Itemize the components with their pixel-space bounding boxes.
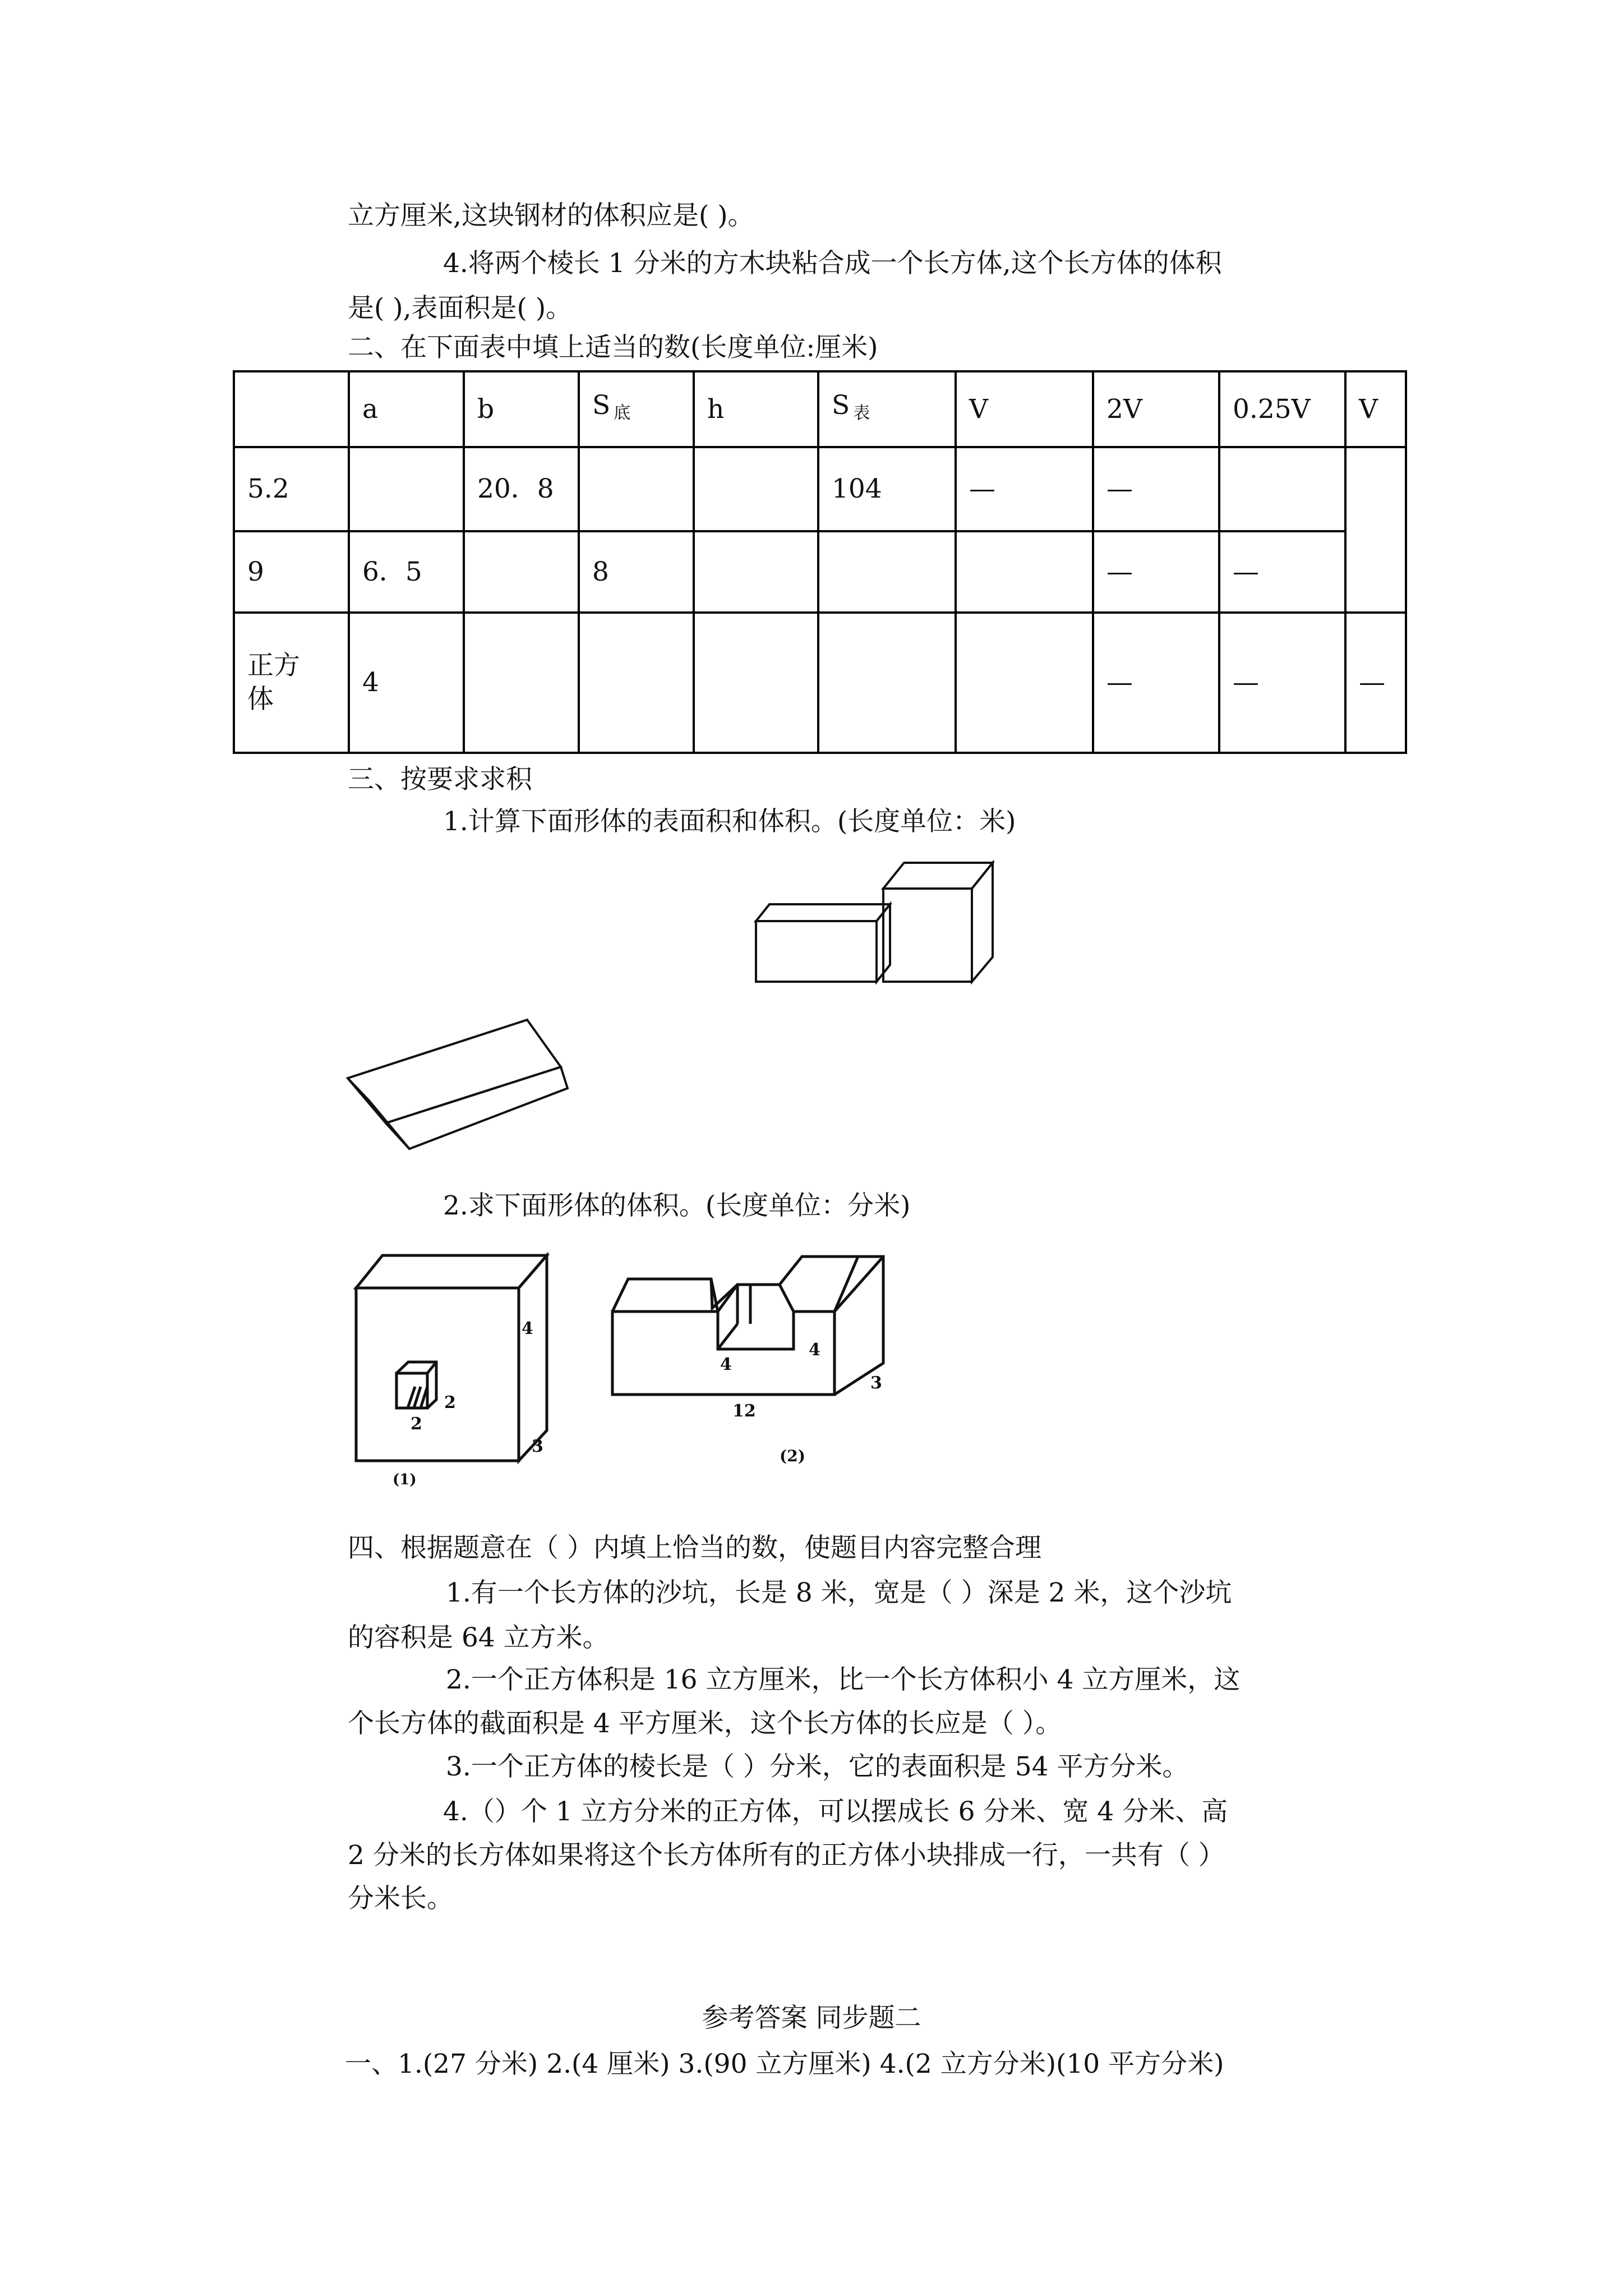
question-text: 2.求下面形体的体积。(长度单位：分米) <box>443 1190 911 1221</box>
table-cell <box>956 613 1093 753</box>
table-cell <box>464 613 579 753</box>
question-text: 1.有一个长方体的沙坑，长是 8 米，宽是（ ）深是 2 米，这个沙坑 <box>446 1577 1232 1608</box>
question-text: 2 分米的长方体如果将这个长方体所有的正方体小块排成一行，一共有（ ） <box>348 1840 1225 1871</box>
answers-title: 参考答案 同步题二 <box>702 2003 921 2033</box>
text-line: 立方厘米,这块钢材的体积应是( )。 <box>348 200 754 231</box>
dimension-label: 3 <box>870 1373 882 1393</box>
table-cell <box>818 613 956 753</box>
table-cell: 20．8 <box>464 447 579 531</box>
dimension-label: 3 <box>532 1437 543 1456</box>
table-cell <box>818 531 956 613</box>
table-cell: V <box>956 371 1093 447</box>
box-with-hole-figure <box>336 1240 572 1487</box>
table-cell: — <box>1093 447 1219 531</box>
notched-block-figure <box>600 1245 903 1470</box>
fill-in-table <box>233 370 1407 754</box>
table-cell <box>349 447 464 531</box>
table-row <box>234 613 1406 753</box>
table-cell <box>579 613 694 753</box>
table-cell <box>956 531 1093 613</box>
dimension-label: 4 <box>720 1355 732 1374</box>
header-subscript: 表 <box>853 403 870 423</box>
table-cell: a <box>349 371 464 447</box>
question-text: 3.一个正方体的棱长是（ ）分米，它的表面积是 54 平方分米。 <box>446 1751 1189 1782</box>
table-cell: h <box>694 371 818 447</box>
dimension-label: 2 <box>411 1414 422 1434</box>
question-text: 4.将两个棱长 1 分米的方木块粘合成一个长方体,这个长方体的体积 <box>443 248 1222 279</box>
table-cell: 2V <box>1093 371 1219 447</box>
question-text: 1.计算下面形体的表面积和体积。(长度单位：米) <box>443 806 1016 837</box>
table-cell <box>234 613 349 753</box>
section-title: 二、在下面表中填上适当的数(长度单位:厘米) <box>348 332 878 363</box>
table-cell <box>1219 447 1345 531</box>
table-cell: — <box>1219 531 1345 613</box>
dimension-label: 4 <box>522 1319 533 1338</box>
table-cell: — <box>1219 613 1345 753</box>
table-cell: 6．5 <box>349 531 464 613</box>
table-cell: 5.2 <box>234 447 349 531</box>
table-cell: 9 <box>234 531 349 613</box>
table-cell: — <box>1093 613 1219 753</box>
dimension-label: 4 <box>809 1340 820 1360</box>
table-cell: V <box>1345 371 1406 447</box>
row-label: 正方体 <box>247 650 300 715</box>
section-title: 三、按要求求积 <box>348 764 532 795</box>
table-cell: 8 <box>579 531 694 613</box>
table-cell: 104 <box>818 447 956 531</box>
figure-caption: (2) <box>780 1447 805 1465</box>
table-header-row <box>234 371 1406 447</box>
table-cell <box>1345 447 1406 613</box>
table-cell <box>579 447 694 531</box>
table-cell <box>464 531 579 613</box>
question-text: 4.（）个 1 立方分米的正方体，可以摆成长 6 分米、宽 4 分米、高 <box>443 1796 1228 1827</box>
table-cell: — <box>1345 613 1406 753</box>
question-text: 的容积是 64 立方米。 <box>348 1622 609 1653</box>
dimension-label: 2 <box>444 1393 456 1412</box>
table-row <box>234 447 1406 531</box>
table-cell <box>234 371 349 447</box>
table-cell: — <box>956 447 1093 531</box>
question-text: 分米长。 <box>348 1883 453 1914</box>
figure-caption: (1) <box>393 1471 417 1487</box>
table-cell <box>694 447 818 531</box>
tilted-cuboid-figure <box>336 1004 572 1161</box>
table-cell: 4 <box>349 613 464 753</box>
table-row <box>234 531 1406 613</box>
question-text: 2.一个正方体积是 16 立方厘米，比一个长方体积小 4 立方厘米，这 <box>446 1664 1241 1695</box>
question-text: 是( ),表面积是( )。 <box>348 293 573 324</box>
question-text: 个长方体的截面积是 4 平方厘米，这个长方体的长应是（ ）。 <box>348 1708 1062 1739</box>
dimension-label: 12 <box>732 1401 756 1421</box>
section-title: 四、根据题意在（ ）内填上恰当的数，使题目内容完整合理 <box>348 1533 1041 1563</box>
table-cell: b <box>464 371 579 447</box>
table-cell <box>694 531 818 613</box>
header-symbol: S <box>592 389 611 421</box>
header-subscript: 底 <box>614 403 631 423</box>
answers-line: 一、1.(27 分米) 2.(4 厘米) 3.(90 立方厘米) 4.(2 立方分米)(10 平方分米) <box>345 2049 1224 2079</box>
table-cell: 0.25V <box>1219 371 1345 447</box>
table-cell <box>579 371 694 447</box>
header-symbol: S <box>832 389 850 421</box>
table-cell <box>694 613 818 753</box>
two-boxes-figure <box>746 847 1026 993</box>
table-cell <box>818 371 956 447</box>
table-cell: — <box>1093 531 1219 613</box>
